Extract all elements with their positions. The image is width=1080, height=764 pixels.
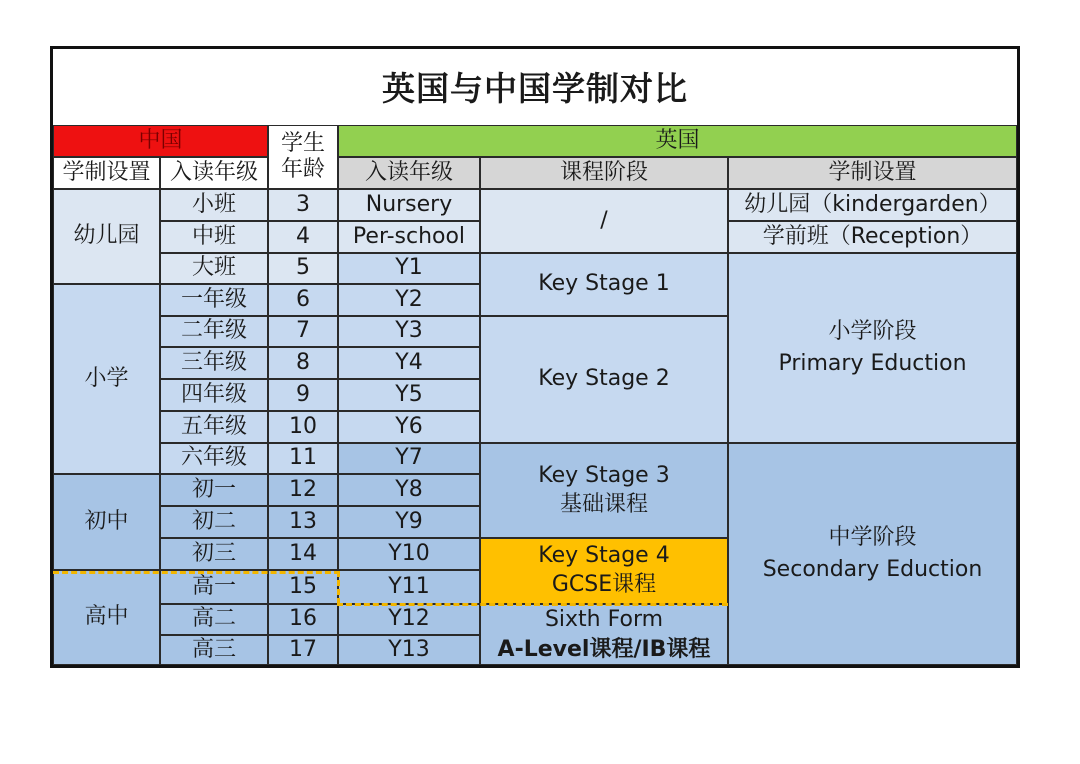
age-cell: 14 bbox=[268, 538, 338, 570]
uk-grade-cell: Y13 bbox=[338, 635, 480, 665]
uk-system-primary bbox=[728, 253, 1017, 443]
age-cell: 15 bbox=[268, 570, 338, 604]
uk-system-secondary-line1: 中学阶段 bbox=[828, 525, 917, 551]
china-grade-cell: 高二 bbox=[160, 604, 268, 635]
china-grade-cell: 小班 bbox=[160, 189, 268, 221]
uk-system-reception: 学前班（Reception） bbox=[728, 221, 1017, 253]
age-cell: 17 bbox=[268, 635, 338, 665]
china-grade-cell: 大班 bbox=[160, 253, 268, 284]
china-grade-cell: 初二 bbox=[160, 506, 268, 538]
china-grade-cell: 初一 bbox=[160, 474, 268, 506]
china-grade-cell: 六年级 bbox=[160, 443, 268, 474]
header-uk-grade: 入读年级 bbox=[338, 157, 480, 189]
uk-system-primary-line1: 小学阶段 bbox=[828, 319, 917, 345]
stage-sixth-line2: A-Level课程/IB课程 bbox=[497, 636, 711, 662]
uk-grade-cell: Y4 bbox=[338, 347, 480, 379]
uk-system-secondary-line2: Secondary Eduction bbox=[762, 557, 983, 582]
stage-none: / bbox=[480, 189, 728, 253]
stage-ks3-line2: 基础课程 bbox=[559, 491, 648, 517]
stage-ks4 bbox=[480, 538, 728, 604]
stage-sixth-line1: Sixth Form bbox=[544, 606, 664, 632]
china-grade-cell: 初三 bbox=[160, 538, 268, 570]
age-cell: 11 bbox=[268, 443, 338, 474]
uk-grade-cell: Y6 bbox=[338, 411, 480, 443]
china-system-junior: 初中 bbox=[53, 474, 160, 570]
uk-grade-cell: Y8 bbox=[338, 474, 480, 506]
china-system-primary: 小学 bbox=[53, 284, 160, 474]
stage-ks3-line1: Key Stage 3 bbox=[538, 462, 670, 488]
dashed-divider-right bbox=[337, 603, 728, 606]
stage-ks2: Key Stage 2 bbox=[480, 316, 728, 443]
age-cell: 8 bbox=[268, 347, 338, 379]
china-grade-cell: 二年级 bbox=[160, 316, 268, 347]
uk-grade-cell: Y12 bbox=[338, 604, 480, 635]
china-grade-cell: 高一 bbox=[160, 570, 268, 604]
stage-ks1: Key Stage 1 bbox=[480, 253, 728, 316]
header-age-line1: 学生 bbox=[280, 130, 325, 156]
uk-grade-cell: Y3 bbox=[338, 316, 480, 347]
uk-grade-cell: Y11 bbox=[338, 570, 480, 604]
uk-grade-cell: Y1 bbox=[338, 253, 480, 284]
stage-ks3 bbox=[480, 443, 728, 538]
dashed-divider-vertical bbox=[337, 571, 340, 604]
age-cell: 12 bbox=[268, 474, 338, 506]
age-cell: 9 bbox=[268, 379, 338, 411]
header-uk: 英国 bbox=[338, 125, 1017, 157]
age-cell: 10 bbox=[268, 411, 338, 443]
header-uk-stage: 课程阶段 bbox=[480, 157, 728, 189]
header-age-line2: 年龄 bbox=[280, 157, 325, 182]
uk-system-secondary bbox=[728, 443, 1017, 665]
uk-grade-cell: Y2 bbox=[338, 284, 480, 316]
uk-system-primary-line2: Primary Eduction bbox=[778, 351, 967, 376]
header-china-grade: 入读年级 bbox=[160, 157, 268, 189]
dashed-divider-left bbox=[53, 571, 340, 574]
age-cell: 7 bbox=[268, 316, 338, 347]
stage-ks4-line2: GCSE课程 bbox=[551, 572, 657, 597]
uk-grade-cell: Y7 bbox=[338, 443, 480, 474]
header-china: 中国 bbox=[53, 125, 268, 157]
age-cell: 16 bbox=[268, 604, 338, 635]
age-cell: 4 bbox=[268, 221, 338, 253]
china-grade-cell: 四年级 bbox=[160, 379, 268, 411]
page-title: 英国与中国学制对比 bbox=[382, 69, 688, 108]
china-grade-cell: 中班 bbox=[160, 221, 268, 253]
stage-sixth-form bbox=[480, 604, 728, 665]
china-grade-cell: 高三 bbox=[160, 635, 268, 665]
header-age bbox=[268, 125, 338, 189]
uk-grade-cell: Nursery bbox=[338, 189, 480, 221]
header-china-system: 学制设置 bbox=[53, 157, 160, 189]
age-cell: 3 bbox=[268, 189, 338, 221]
age-cell: 5 bbox=[268, 253, 338, 284]
china-system-senior: 高中 bbox=[53, 570, 160, 665]
china-grade-cell: 一年级 bbox=[160, 284, 268, 316]
uk-grade-cell: Y5 bbox=[338, 379, 480, 411]
age-cell: 13 bbox=[268, 506, 338, 538]
china-grade-cell: 五年级 bbox=[160, 411, 268, 443]
uk-system-kindergarten: 幼儿园（kindergarden） bbox=[728, 189, 1017, 221]
stage-ks4-line1: Key Stage 4 bbox=[538, 543, 670, 569]
age-cell: 6 bbox=[268, 284, 338, 316]
uk-grade-cell: Y10 bbox=[338, 538, 480, 570]
header-uk-system: 学制设置 bbox=[728, 157, 1017, 189]
china-system-kindergarten: 幼儿园 bbox=[53, 189, 160, 284]
uk-grade-cell: Per-school bbox=[338, 221, 480, 253]
china-grade-cell: 三年级 bbox=[160, 347, 268, 379]
uk-grade-cell: Y9 bbox=[338, 506, 480, 538]
